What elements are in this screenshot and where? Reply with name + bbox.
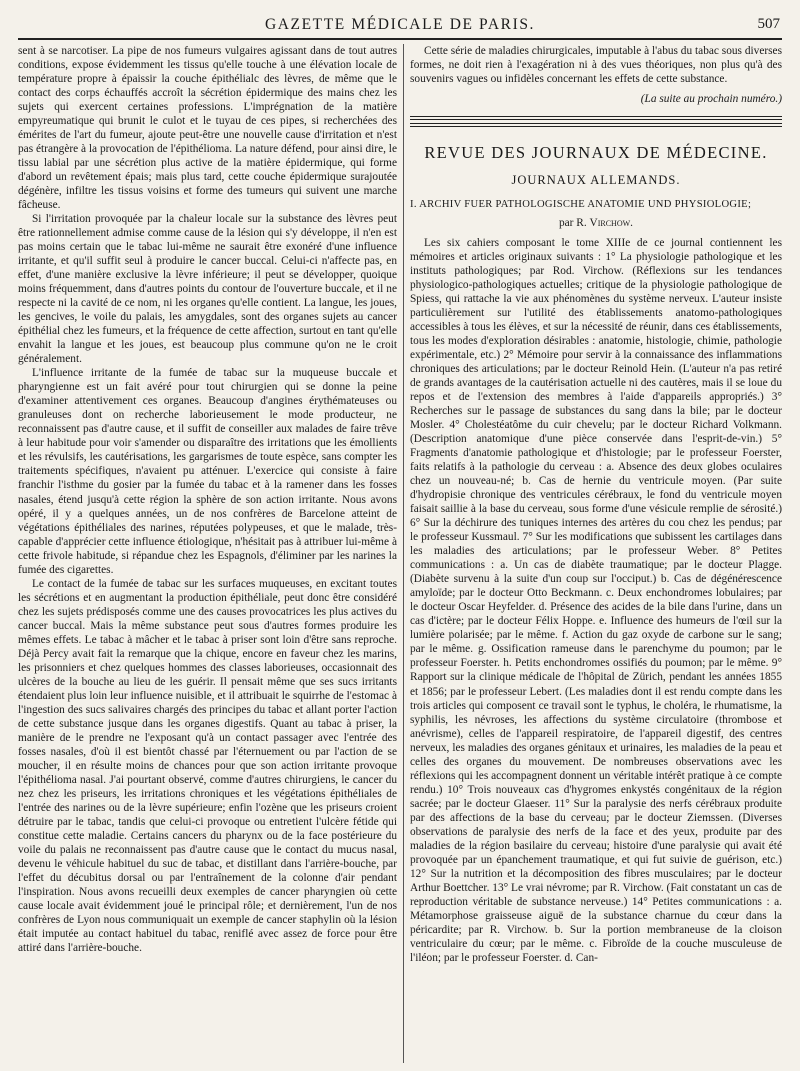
right-column xyxy=(410,44,782,1065)
article-title: I. ARCHIV FUER PATHOLOGISCHE ANATOMIE UND PHYSIOLOGIE; xyxy=(410,198,752,210)
article-author xyxy=(410,216,782,230)
column-divider xyxy=(403,44,404,1063)
subsection-title: JOURNAUX ALLEMANDS. xyxy=(511,173,681,188)
paragraph: Si l'irritation provoquée par la chaleur locale sur la substance des lèvres peut être rationnellement admise comme cause de la lésion qui s'y développe, il n'en est pas moins certain que le tabac lui-même ne saurait être exonéré d'une influence irritante, et qu'il suffit seul à produire le cancer buccal. Celui-ci n'affecte pas, en effet, d'une manière exclusive la lèvre inférieure; il peut se développer, quoique moins fréquemment, dans d'autres points du contour de l'ouverture buccale, et il ne respecte ni la cavité de ce nom, ni les organes qu'elle contient. La langue, les joues, les gencives, le voile du palais, les amygdales, sont des organes sujets au cancer épithélial chez les fumeurs, et la fréquence de cette affection, surtout en tant qu'elle envahit la langue et les joues, est beaucoup plus commune qu'on ne le croit généralement. xyxy=(18,213,397,366)
author-name: Virchow. xyxy=(589,216,634,229)
page-number: 507 xyxy=(757,16,780,32)
paragraph: L'influence irritante de la fumée de tabac sur la muqueuse buccale et pharyngienne est un fait avéré pour tout chirurgien qui se donne la peine d'examiner attentivement ces organes. Beaucoup d'angines érythémateuses ou granuleuses dont on recherche laborieusement le mode producteur, ne reconnaissent pas d'autre cause, et il suffit de conseiller aux malades de faire trêve à leur habitude pour voir s'amender ou disparaître des irritations que les émollients et les révulsifs, les cautérisations, les gargarismes de toute espèce, sans compter les traitements spécifiques, n'avaient pu atténuer. L'exercice qui consiste à faire franchir l'isthme du gosier par la fumée du tabac et à la ramener dans les fosses nasales, étend jusqu'à cette région la sphère de son action irritante. Nous avons opéré, il y a quelques années, un de nos confrères de Barcelone atteint de végétations épithéliales des narines, réputées polypeuses, et que le malade, très-capable d'apprécier cette influence étiologique, n'hésitait pas à attribuer lui-même à cette frivole habitude, si répandue chez les Espagnols, d'éliminer par les narines la fumée des cigarettes. xyxy=(18,367,397,576)
section-title: REVUE DES JOURNAUX DE MÉDECINE. xyxy=(424,143,768,163)
continuation-paragraph: Cette série de maladies chirurgicales, imputable à l'abus du tabac sous diverses formes, ne doit rien à l'exagération ni à des vues théoriques, non plus qu'à des souvenirs vagues ou infidèles concernant les effets de cette substance. xyxy=(410,45,782,86)
section-rule xyxy=(410,116,782,120)
author-prefix: par R. xyxy=(558,216,590,229)
article-body: Les six cahiers composant le tome XIIIe de ce journal contiennent les mémoires et articles originaux suivants : 1° La physiologie pathologique et les instituts pathologiques; par Rod. Virchow. (Réflexions sur les tendances physiologico-pathologiques actuelles; critique de la physiologie pathologique de Spiess, qui rattache la vie aux phénomènes du système nerveux. L'auteur insiste particulièrement sur l'utilité des établissements anatomo-pathologiques accessibles à tous les élèves, et sur la nécessité de réunir, dans ces établissements, tous les modes d'exploration désirables : anatomie, histologie, chimie, pathologie expérimentale, etc.) 2° Mémoire pour servir à la connaissance des inflammations chroniques des articulations; par le docteur Reinold Hein. (L'auteur n'a pas retiré de grands avantages de la cautérisation actuelle ni des cautères, mais il se loue du repos et de l'extension des membres à l'aide d'appareils appropriés.) 3° Recherches sur le passage de substances du sang dans la bile; par le docteur Mosler. 4° Cholestéatôme du cuir chevelu; par le docteur Richard Volkmann. (Description anatomique d'une pièce conservée dans l'esprit-de-vin.) 5° Fragments d'anatomie pathologique et d'histologie; par le professeur Foerster, faits relatifs à la pathologie du cerveau : a. Absence des deux globes oculaires chez un nouveau-né; b. Cas de hernie du ventricule moyen. (Par suite d'hydropisie chronique des ventricules cérébraux, le fond du ventricule moyen faisait saillie à la base du cerveau, sous forme d'une vésicule remplie de sérosité.) 6° Sur la déchirure des tuniques internes des artères du cou chez les pendus; par le professeur Kussmaul. 7° Sur les modifications que subissent les cartilages dans les maladies des articulations; par le professeur Weber. 8° Petites communications : a. Un cas de diabète traumatique; par le docteur Plagge. (Diabète survenu à la suite d'un coup sur l'occiput.) b. Cas de dégénérescence amyloïde; par le docteur Otto Beckmann. c. Deux enchondromes lobulaires; par le docteur Oscar Heyfelder. d. Présence des acides de la bile dans l'urine, dans un cas d'ictère; par le docteur Félix Hoppe. e. Influence des humeurs de l'œil sur la lumière polarisée; par le même. f. Action du gaz oxyde de carbone sur le sang; par le même. g. Ossification rameuse dans le parenchyme du poumon; par le professeur Foerster. h. Petits enchondromes ossifiés du poumon; par le même. 9° Rapport sur la clinique médicale de l'hôpital de Zürich, pendant les années 1855 et 1856; par le professeur Lebert. (Les maladies dont il est rendu compte dans les trois articles qui composent ce travail sont le typhus, le choléra, le rhumatisme, la syphilis, les névroses, les affections du système circulatoire (thrombose et anévrisme), celles de l'appareil respiratoire, de l'appareil digestif, des centres nerveux, les maladies des organes génitaux et urinaires, les maladies de la peau et celles des organes du mouvement. De nombreuses observations avec les réflexions qui les accompagnent donnent un véritable intérêt pratique à ce compte rendu.) 10° Trois nouveaux cas d'hygromes enkystés congénitaux de la région sacrée; par le docteur Glaeser. 11° Sur la paralysie des nerfs cérébraux produite par des affections de la base du cerveau; par le docteur Ziemssen. (Diverses observations de paralysie des nerfs de la face et des yeux, produite par des maladies de la région basilaire du cerveau; histoire d'une paralysie qui avait été provoquée par un épanchement traumatique, et qui fut suivie de guérison, etc.) 12° Sur la nutrition et la décomposition des fibres musculaires; par le docteur Arthur Boettcher. 13° Le vrai névrome; par R. Virchow. (Fait constatant un cas de reproduction véritable de substance nerveuse.) 14° Petites communications : a. Métamorphose graisseuse aiguë de la substance charnue du cœur dans la péricardite; par R. Virchow. b. Sur la portion membraneuse de la cloison ventriculaire du cœur; par le même. c. Fibroïde de la couche musculeuse de l'iléon; par le professeur Foerster. d. Can- xyxy=(410,237,782,964)
paragraph: Le contact de la fumée de tabac sur les surfaces muqueuses, en excitant toutes les sécrétions et en augmentant la production épithéliale, peut donc être considéré chez les sujets prédisposés comme une des causes provocatrices les plus actives du cancer buccal. Mais la même substance peut sous d'autres formes produire les mêmes effets. Le tabac à mâcher et le tabac à priser sont loin d'être sans reproche. Déjà Percy avait fait la remarque que la chique, encore en faveur chez les marins, les prisonniers et chez quelques hommes des classes laborieuses, occasionnait des ulcères de la bouche au lieu de les guérir. Il pensait même que ses sucs irritants étendaient plus loin leur influence nuisible, et il attribuait le squirrhe de l'estomac à l'ingestion des sucs salivaires chargés des principes du tabac et allant porter l'action de cette substance jusque dans les organes digestifs. Quant au tabac à priser, la manière de le prendre ne l'exposant qu'à un contact passager avec l'entrée des fosses nasales, d'où il est bientôt chassé par l'éternuement ou par l'action de se moucher, il en résulte moins de chances pour que son action irritante provoque l'épithélioma nasal. J'ai pourtant observé, comme d'autres chirurgiens, le cancer du nez chez les priseurs, les irritations chroniques et les végétations épithéliales de l'entrée des narines ou de la lèvre supérieure; enfin l'ozène que les priseurs croient détruire par le tabac, tandis que celui-ci provoque ou entretient l'ulcère fétide qui constitue cette maladie. Certains cancers du pharynx ou de la face postérieure du voile du palais ne reconnaissent pas d'autre cause que le contact du mucus nasal, devenu le véhicule habituel du suc de tabac, et distillant dans l'arrière-bouche, par l'effet du décubitus dorsal ou par l'entraînement de la colonne d'air pendant l'inspiration. Nous avons recueilli deux exemples de cancer pharyngien où cette cause locale avait évidemment joué le principal rôle; et dernièrement, l'un de nos confrères de Lyon nous communiquait un exemple de cancer staphylin où la lésion était imputée au contact habituel du tabac, reniflé avec assez de force pour être attiré dans l'arrière-bouche. xyxy=(18,577,397,954)
section-rule xyxy=(410,123,782,127)
journal-title: GAZETTE MÉDICALE DE PARIS. xyxy=(264,16,536,33)
to-be-continued-note: (La suite au prochain numéro.) xyxy=(640,93,782,106)
left-column xyxy=(18,44,397,1065)
paragraph: sent à se narcotiser. La pipe de nos fumeurs vulgaires agissant dans de tout autres conditions, expose évidemment les tissus qu'elle touche à une élévation locale de température propre à épaissir la couche épithélialc des lèvres, de même que le contact des corps échauffés accroît la sécrétion épidermique des mains chez les sujets qui exercent certaines professions. L'imprégnation de la matière empyreumatique qui brunit le culot et le tuyau de ces pipes, si recherchées des émérites de l'art du fumeur, ajoute peut-être une nouvelle cause d'irritation et n'est pas étrangère à la provocation de l'épithélioma. La nature défend, pour ainsi dire, le tissu labial par une sécrétion plus active de la matière épidermique, qui forme d'abord un revêtement épais; mais plus tard, cette couche épidermique surajoutée dégénère, infiltre les tissus voisins et forme des tumeurs qui suivent une marche fâcheuse. xyxy=(18,45,397,212)
running-header xyxy=(18,14,782,40)
